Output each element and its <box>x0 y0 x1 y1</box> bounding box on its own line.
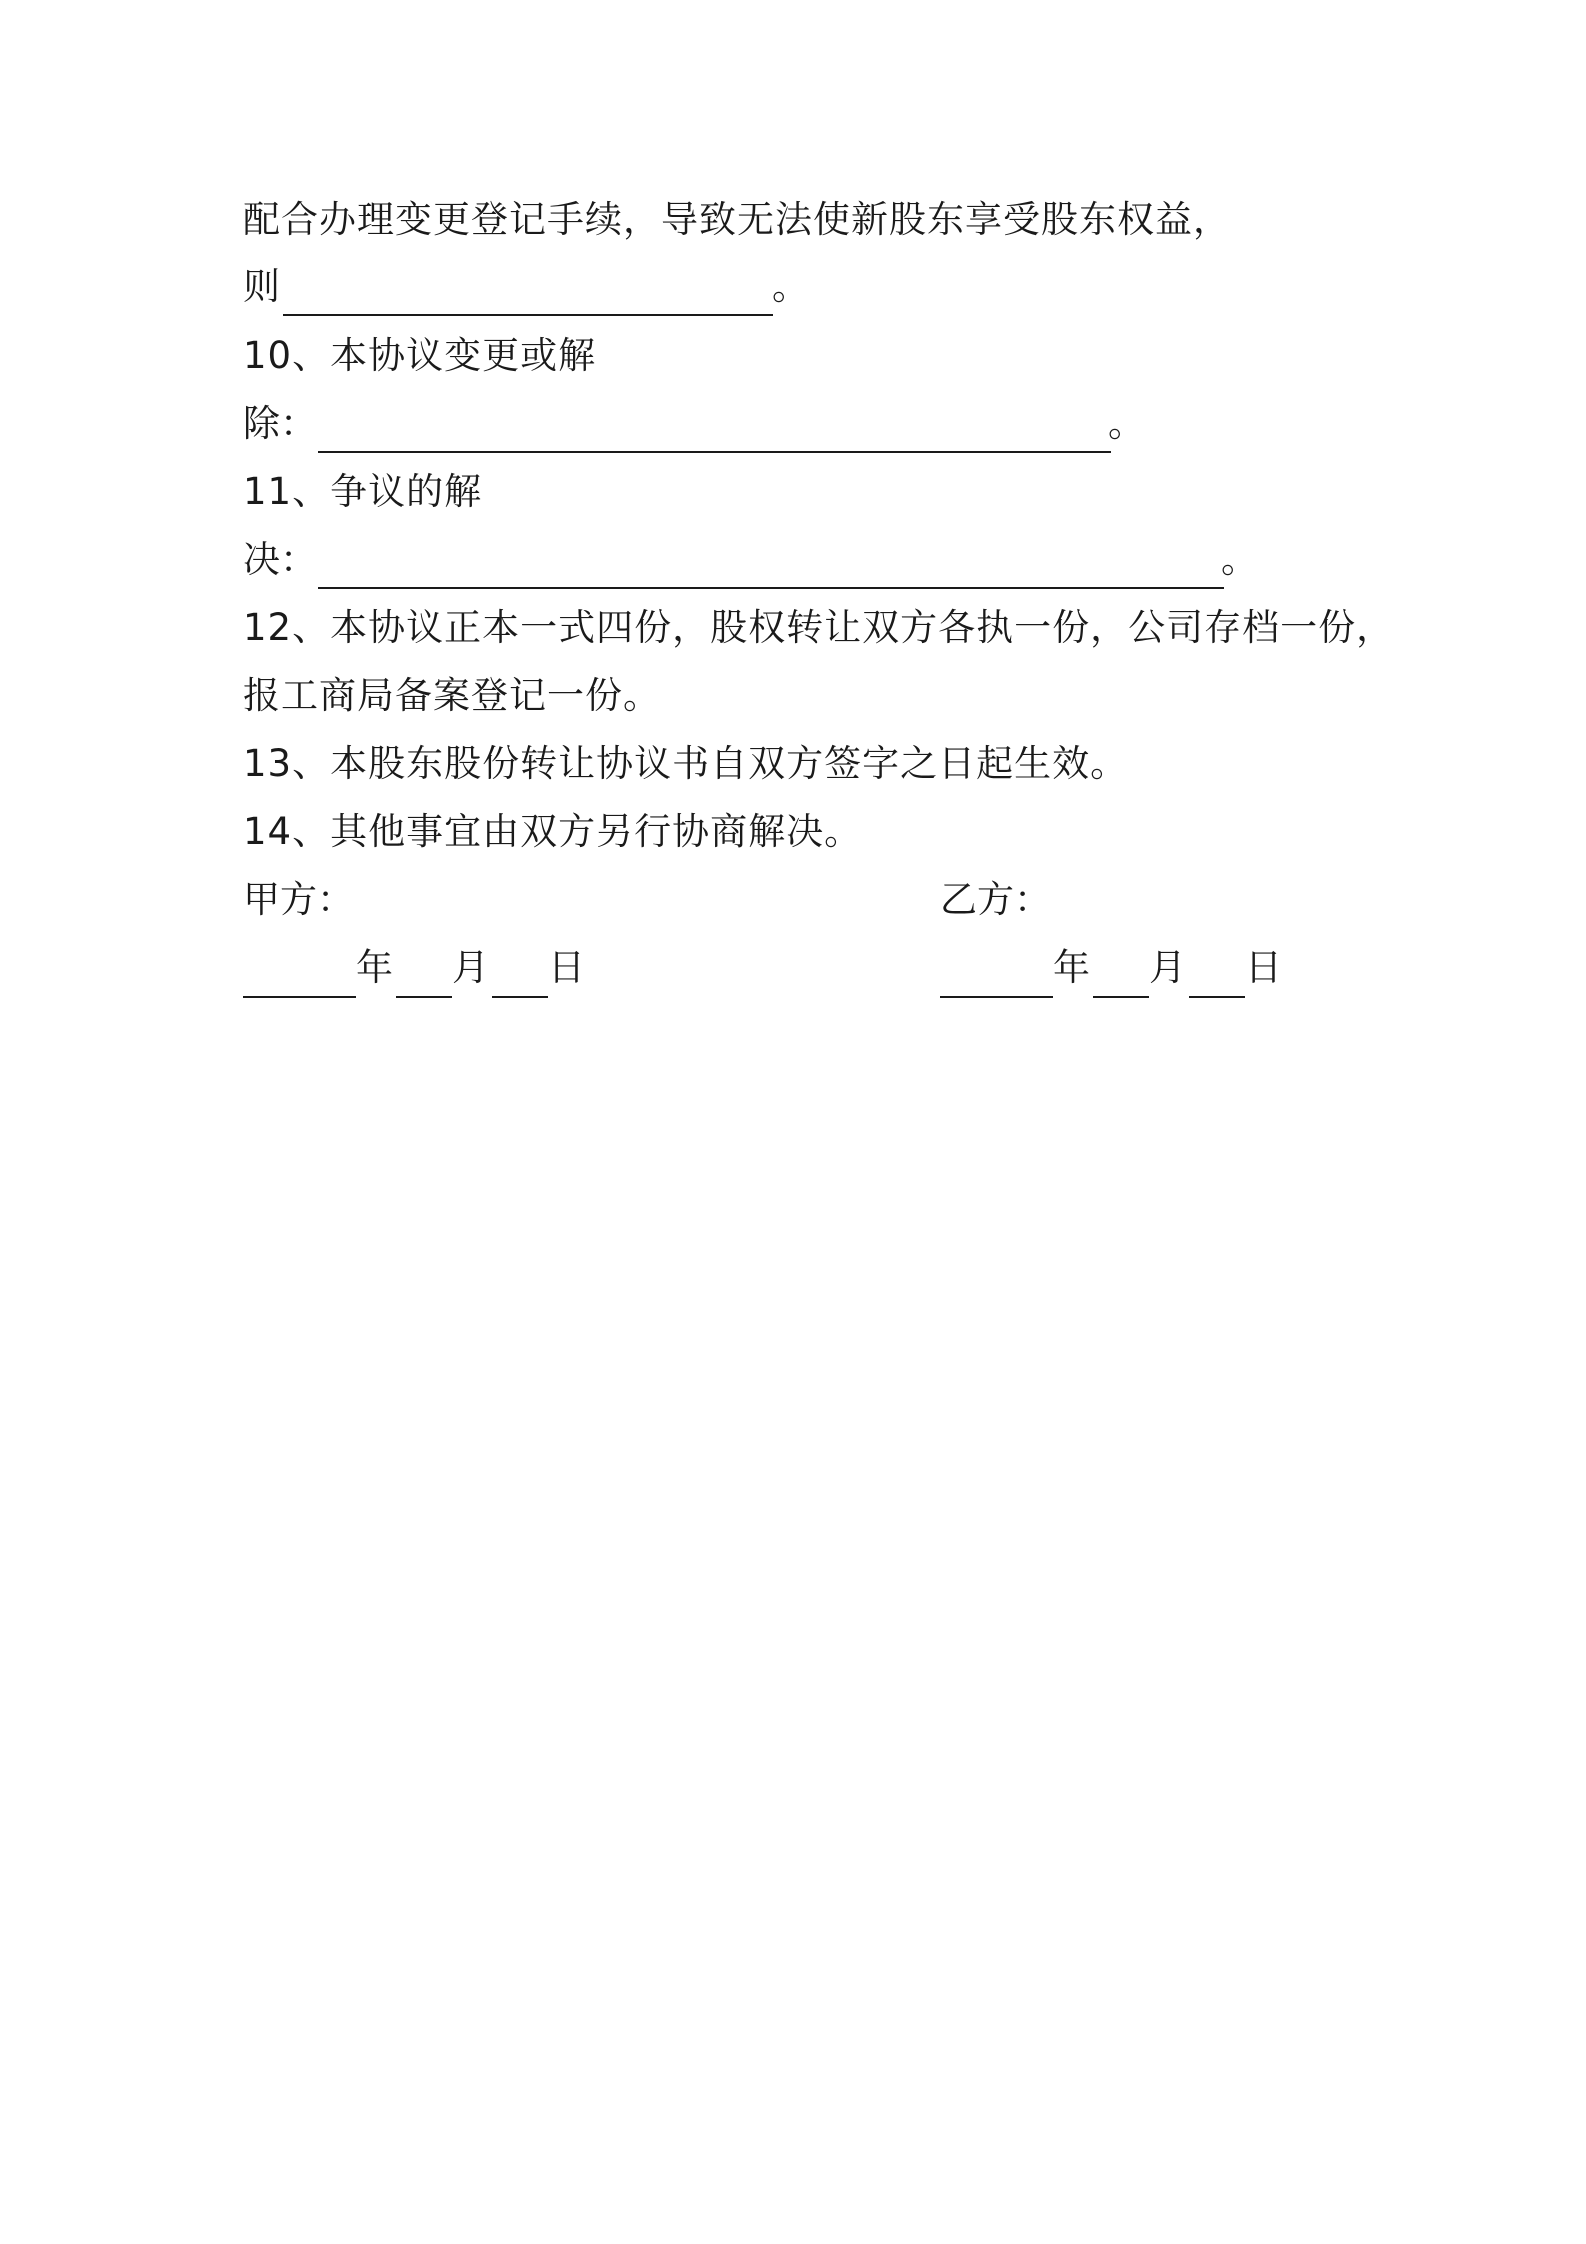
clause-10-suffix: 。 <box>1108 402 1145 445</box>
party-a-label: 甲方： <box>243 878 354 921</box>
clause-14: 14、其他事宜由双方另行协商解决。 <box>243 810 863 853</box>
party-b-month-blank[interactable] <box>1093 996 1149 998</box>
clause-9-suffix: 。 <box>772 265 809 308</box>
clause-12-line-1: 12、本协议正本一式四份，股权转让双方各执一份，公司存档一份， <box>243 606 1395 649</box>
clause-10-title: 10、本协议变更或解 <box>243 334 597 377</box>
clause-10-prefix: 除： <box>243 402 317 445</box>
clause-11-blank[interactable] <box>318 587 1224 589</box>
party-b-day-label: 日 <box>1245 946 1282 989</box>
party-a-month-label: 月 <box>452 946 489 989</box>
clause-9-continuation: 配合办理变更登记手续，导致无法使新股东享受股东权益， <box>243 198 1231 241</box>
party-b-year-label: 年 <box>1053 946 1090 989</box>
party-a-year-blank[interactable] <box>243 996 356 998</box>
party-a-month-blank[interactable] <box>396 996 452 998</box>
clause-12-line-2: 报工商局备案登记一份。 <box>243 674 661 717</box>
party-b-year-blank[interactable] <box>940 996 1053 998</box>
party-b-month-label: 月 <box>1149 946 1186 989</box>
clause-11-title: 11、争议的解 <box>243 470 483 513</box>
clause-11-suffix: 。 <box>1221 538 1258 581</box>
party-b-day-blank[interactable] <box>1189 996 1245 998</box>
party-a-year-label: 年 <box>356 946 393 989</box>
clause-9-prefix: 则 <box>243 265 280 308</box>
clause-13: 13、本股东股份转让协议书自双方签字之日起生效。 <box>243 742 1129 785</box>
clause-11-prefix: 决： <box>243 538 317 581</box>
party-a-day-label: 日 <box>548 946 585 989</box>
party-a-day-blank[interactable] <box>492 996 548 998</box>
party-b-label: 乙方： <box>940 878 1051 921</box>
clause-9-blank[interactable] <box>283 314 773 316</box>
clause-10-blank[interactable] <box>318 451 1111 453</box>
